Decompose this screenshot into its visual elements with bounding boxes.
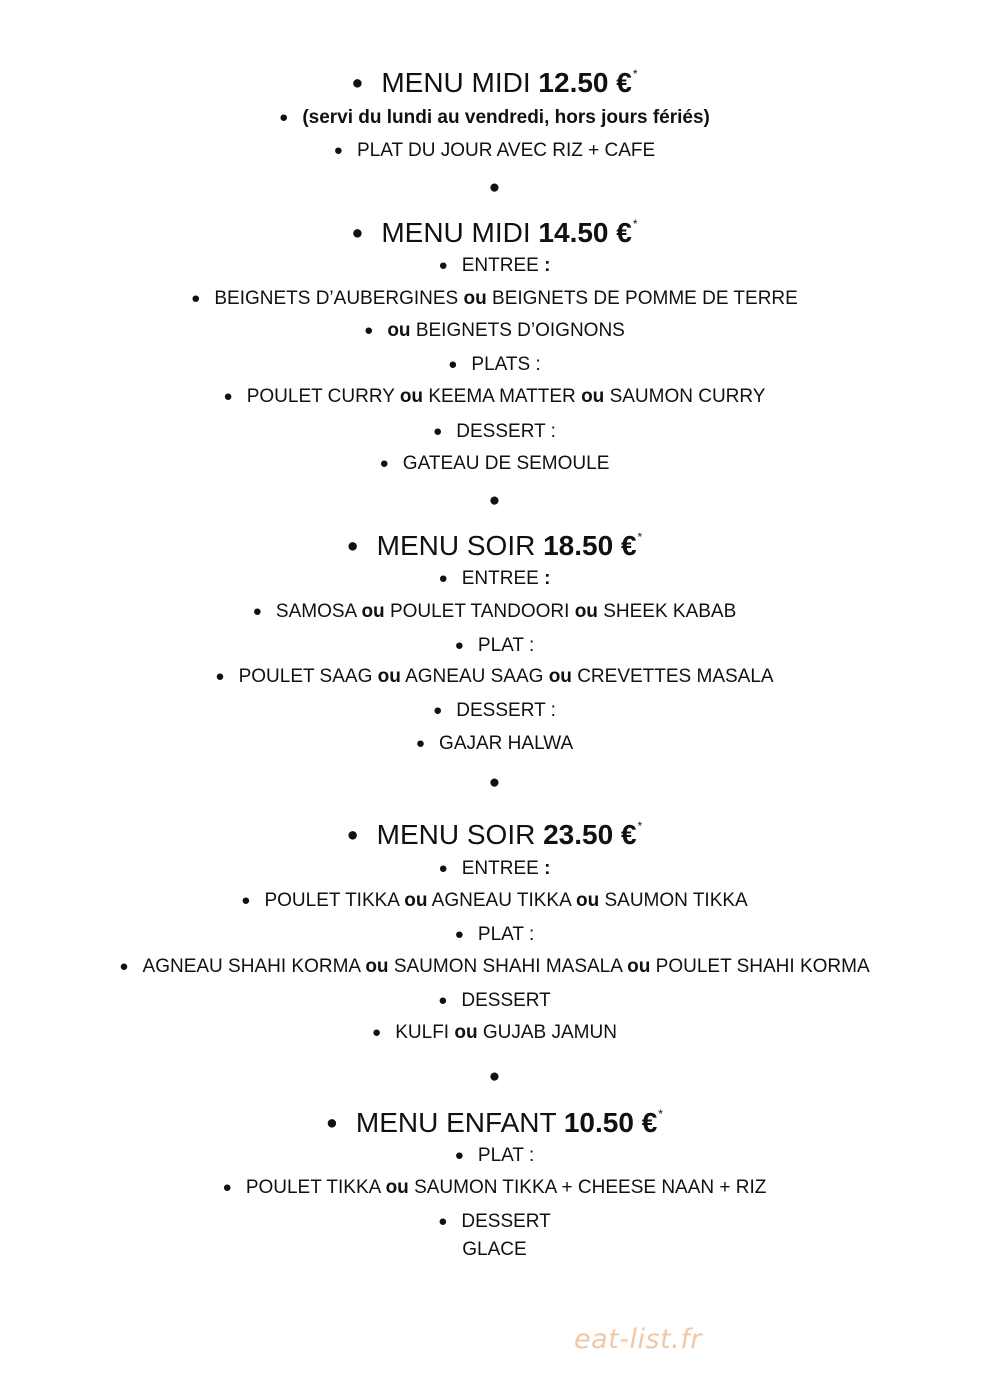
separator <box>0 771 989 796</box>
or-word: ou <box>387 320 411 341</box>
menu-name: MENU MIDI <box>381 217 531 248</box>
bullet-icon: ● <box>454 637 464 654</box>
menu-price: 14.50 € <box>538 217 632 248</box>
separator <box>0 489 989 514</box>
menu-midi-2-entree-options <box>0 287 989 311</box>
dish: POULET SHAHI KORMA <box>655 956 870 977</box>
section-colon: : <box>538 858 551 879</box>
section-colon: : <box>538 568 551 589</box>
menu-soir-2-title <box>0 809 989 852</box>
section-label: PLAT : <box>477 924 535 945</box>
bullet-icon: ● <box>454 926 464 943</box>
dish: GUJAB JAMUN <box>482 1022 617 1043</box>
menu-midi-2-entree-options-2 <box>0 319 989 343</box>
menu-soir-2-plat-label <box>0 923 989 947</box>
bullet-icon: ● <box>191 290 201 307</box>
asterisk: * <box>632 217 638 231</box>
menu-enfant-plat-options <box>0 1176 989 1200</box>
section-label: DESSERT : <box>456 700 556 721</box>
bullet-icon: ● <box>488 490 501 511</box>
bullet-icon: ● <box>252 603 262 620</box>
or-word: ou <box>575 890 600 911</box>
bullet-icon: ● <box>433 423 443 440</box>
section-label: DESSERT : <box>456 421 556 442</box>
separator <box>0 1065 989 1090</box>
menu-midi-2-dessert <box>0 452 989 476</box>
bullet-icon: ● <box>379 455 389 472</box>
dish: BEIGNETS D’AUBERGINES <box>214 288 459 309</box>
bullet-icon: ● <box>346 824 359 846</box>
dish: POULET TIKKA <box>264 890 399 911</box>
bullet-icon: ● <box>222 1179 232 1196</box>
section-label: ENTREE <box>461 858 539 879</box>
note-text: (servi du lundi au vendredi, hors jours fériés) <box>302 107 710 128</box>
menu-soir-1-dessert <box>0 732 989 756</box>
or-word: ou <box>574 601 598 622</box>
or-word: ou <box>548 666 572 687</box>
menu-midi-2-dessert-label <box>0 420 989 444</box>
or-word: ou <box>399 386 424 407</box>
menu-enfant-plat-label <box>0 1144 989 1168</box>
bullet-icon: ● <box>351 72 364 94</box>
menu-name: MENU SOIR <box>376 819 536 850</box>
or-word: ou <box>627 956 651 977</box>
bullet-icon: ● <box>448 356 458 373</box>
bullet-icon: ● <box>223 388 233 405</box>
menu-enfant-dessert <box>0 1238 989 1262</box>
section-label: DESSERT <box>461 1211 551 1232</box>
menu-soir-1-entree-options <box>0 600 989 624</box>
section-label: ENTREE <box>461 568 539 589</box>
dish: CREVETTES MASALA <box>577 666 774 687</box>
bullet-icon: ● <box>215 668 225 685</box>
bullet-icon: ● <box>438 1213 448 1230</box>
dish: AGNEAU TIKKA <box>431 890 571 911</box>
menu-midi-2-plats-label <box>0 353 989 377</box>
bullet-icon: ● <box>346 535 359 557</box>
dish: GATEAU DE SEMOULE <box>402 453 610 474</box>
menu-name: MENU ENFANT <box>355 1107 557 1138</box>
menu-soir-2-plat-options <box>0 955 989 979</box>
bullet-icon: ● <box>488 177 501 198</box>
menu-soir-1-plat-label <box>0 634 989 658</box>
dish: AGNEAU SAAG <box>405 666 544 687</box>
bullet-icon: ● <box>372 1024 382 1041</box>
bullet-icon: ● <box>241 892 251 909</box>
bullet-icon: ● <box>438 570 448 587</box>
bullet-icon: ● <box>438 992 448 1009</box>
or-word: ou <box>365 956 389 977</box>
section-label: PLAT : <box>477 1145 535 1166</box>
dish: POULET SAAG <box>238 666 373 687</box>
bullet-icon: ● <box>433 702 443 719</box>
bullet-icon: ● <box>333 142 343 159</box>
bullet-icon: ● <box>488 1066 501 1087</box>
menu-name: MENU SOIR <box>376 530 536 561</box>
bullet-icon: ● <box>119 958 129 975</box>
menu-soir-2-dessert-label <box>0 989 989 1013</box>
dish: POULET CURRY <box>246 386 395 407</box>
item-text: PLAT DU JOUR AVEC RIZ + CAFE <box>356 140 656 161</box>
or-word: ou <box>463 288 487 309</box>
dish: BEIGNETS D’OIGNONS <box>415 320 625 341</box>
menu-midi-1-item <box>0 139 989 163</box>
menu-price: 10.50 € <box>563 1107 658 1138</box>
menu-enfant-dessert-label <box>0 1210 989 1234</box>
or-word: ou <box>361 601 385 622</box>
bullet-icon: ● <box>454 1147 464 1164</box>
dish: AGNEAU SHAHI KORMA <box>142 956 361 977</box>
bullet-icon: ● <box>488 772 501 793</box>
dish: SAMOSA <box>275 601 357 622</box>
dish: GLACE <box>462 1239 527 1260</box>
menu-midi-2-entree-label <box>0 254 989 278</box>
dish: KULFI <box>395 1022 450 1043</box>
bullet-icon: ● <box>351 222 364 244</box>
bullet-icon: ● <box>438 257 448 274</box>
section-label: PLAT : <box>477 635 535 656</box>
section-colon: : <box>538 255 551 276</box>
menu-enfant-title <box>0 1097 989 1140</box>
menu-soir-1-entree-label <box>0 567 989 591</box>
asterisk: * <box>637 530 643 544</box>
section-label: DESSERT <box>461 990 551 1011</box>
menu-midi-2-plats-options <box>0 385 989 409</box>
menu-midi-1-note <box>0 106 989 130</box>
dish: SAUMON TIKKA + CHEESE NAAN + RIZ <box>414 1177 767 1198</box>
bullet-icon: ● <box>326 1112 338 1134</box>
watermark-logo: eat-list.fr <box>574 1324 702 1355</box>
bullet-icon: ● <box>364 322 374 339</box>
dish: GAJAR HALWA <box>439 733 574 754</box>
or-word: ou <box>581 386 605 407</box>
section-label: PLATS : <box>471 354 541 375</box>
menu-soir-1-title <box>0 520 989 563</box>
menu-price: 12.50 € <box>538 67 632 98</box>
dish: POULET TANDOORI <box>389 601 570 622</box>
asterisk: * <box>632 67 638 81</box>
dish: SHEEK KABAB <box>603 601 737 622</box>
menu-soir-1-dessert-label <box>0 699 989 723</box>
menu-midi-1-title <box>0 57 989 100</box>
or-word: ou <box>377 666 401 687</box>
menu-midi-2-title <box>0 207 989 250</box>
menu-price: 23.50 € <box>543 819 637 850</box>
dish: POULET TIKKA <box>245 1177 381 1198</box>
dish: SAUMON TIKKA <box>604 890 748 911</box>
menu-soir-2-entree-options <box>0 889 989 913</box>
dish: SAUMON CURRY <box>609 386 766 407</box>
dish: SAUMON SHAHI MASALA <box>393 956 622 977</box>
menu-name: MENU MIDI <box>381 67 531 98</box>
menu-soir-2-entree-label <box>0 857 989 881</box>
bullet-icon: ● <box>279 109 289 126</box>
menu-price: 18.50 € <box>543 530 637 561</box>
dish: KEEMA MATTER <box>428 386 576 407</box>
asterisk: * <box>658 1107 663 1121</box>
or-word: ou <box>454 1022 478 1043</box>
bullet-icon: ● <box>415 735 426 752</box>
separator <box>0 176 989 201</box>
or-word: ou <box>385 1177 409 1198</box>
or-word: ou <box>404 890 428 911</box>
menu-soir-2-dessert-options <box>0 1021 989 1045</box>
section-label: ENTREE <box>461 255 539 276</box>
menu-soir-1-plat-options <box>0 665 989 689</box>
dish: BEIGNETS DE POMME DE TERRE <box>492 288 798 309</box>
bullet-icon: ● <box>438 860 448 877</box>
asterisk: * <box>637 819 643 833</box>
